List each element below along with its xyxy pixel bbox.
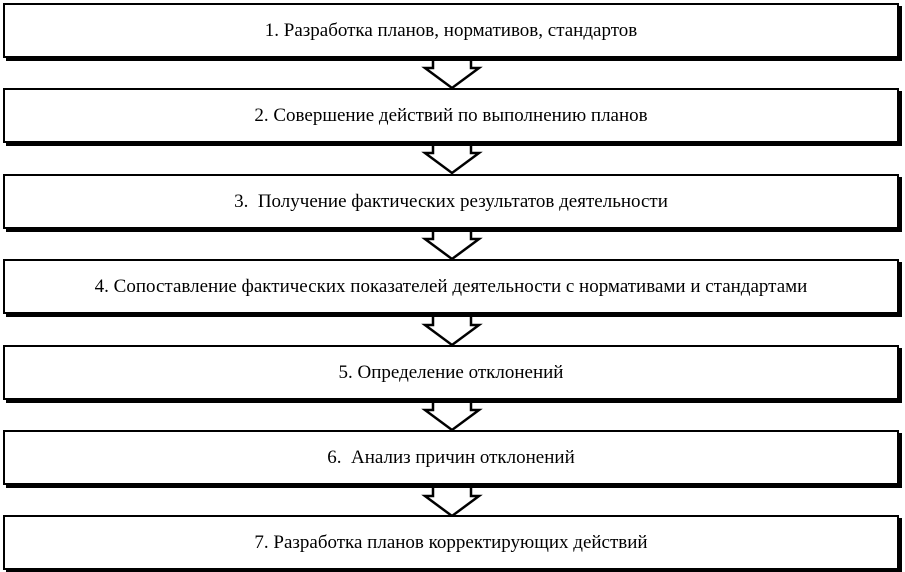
step-1-box — [3, 3, 899, 58]
step-2-box — [3, 88, 899, 143]
step-3-label: 3. Получение фактических результатов деятельности — [234, 190, 668, 212]
step-4-label: 4. Сопоставление фактических показателей деятельности с нормативами и стандартами — [94, 275, 808, 297]
step-6-label: 6. Анализ причин отклонений — [327, 446, 575, 468]
step-2-label: 2. Совершение действий по выполнению планов — [254, 104, 648, 126]
down-arrow-5-6 — [425, 400, 479, 430]
step-5-label: 5. Определение отклонений — [338, 361, 564, 383]
step-3-box — [3, 174, 899, 229]
step-4-box — [3, 259, 899, 314]
down-arrow-3-4 — [425, 229, 479, 259]
step-7-box — [3, 515, 899, 570]
down-arrow-2-3 — [425, 143, 479, 173]
down-arrow-1-2 — [425, 58, 479, 88]
step-1-label: 1. Разработка планов, нормативов, стандартов — [264, 19, 638, 41]
step-5-box — [3, 345, 899, 400]
step-6-box — [3, 430, 899, 485]
down-arrow-6-7 — [425, 486, 479, 516]
step-7-label: 7. Разработка планов корректирующих действий — [254, 531, 648, 553]
down-arrow-4-5 — [425, 315, 479, 345]
